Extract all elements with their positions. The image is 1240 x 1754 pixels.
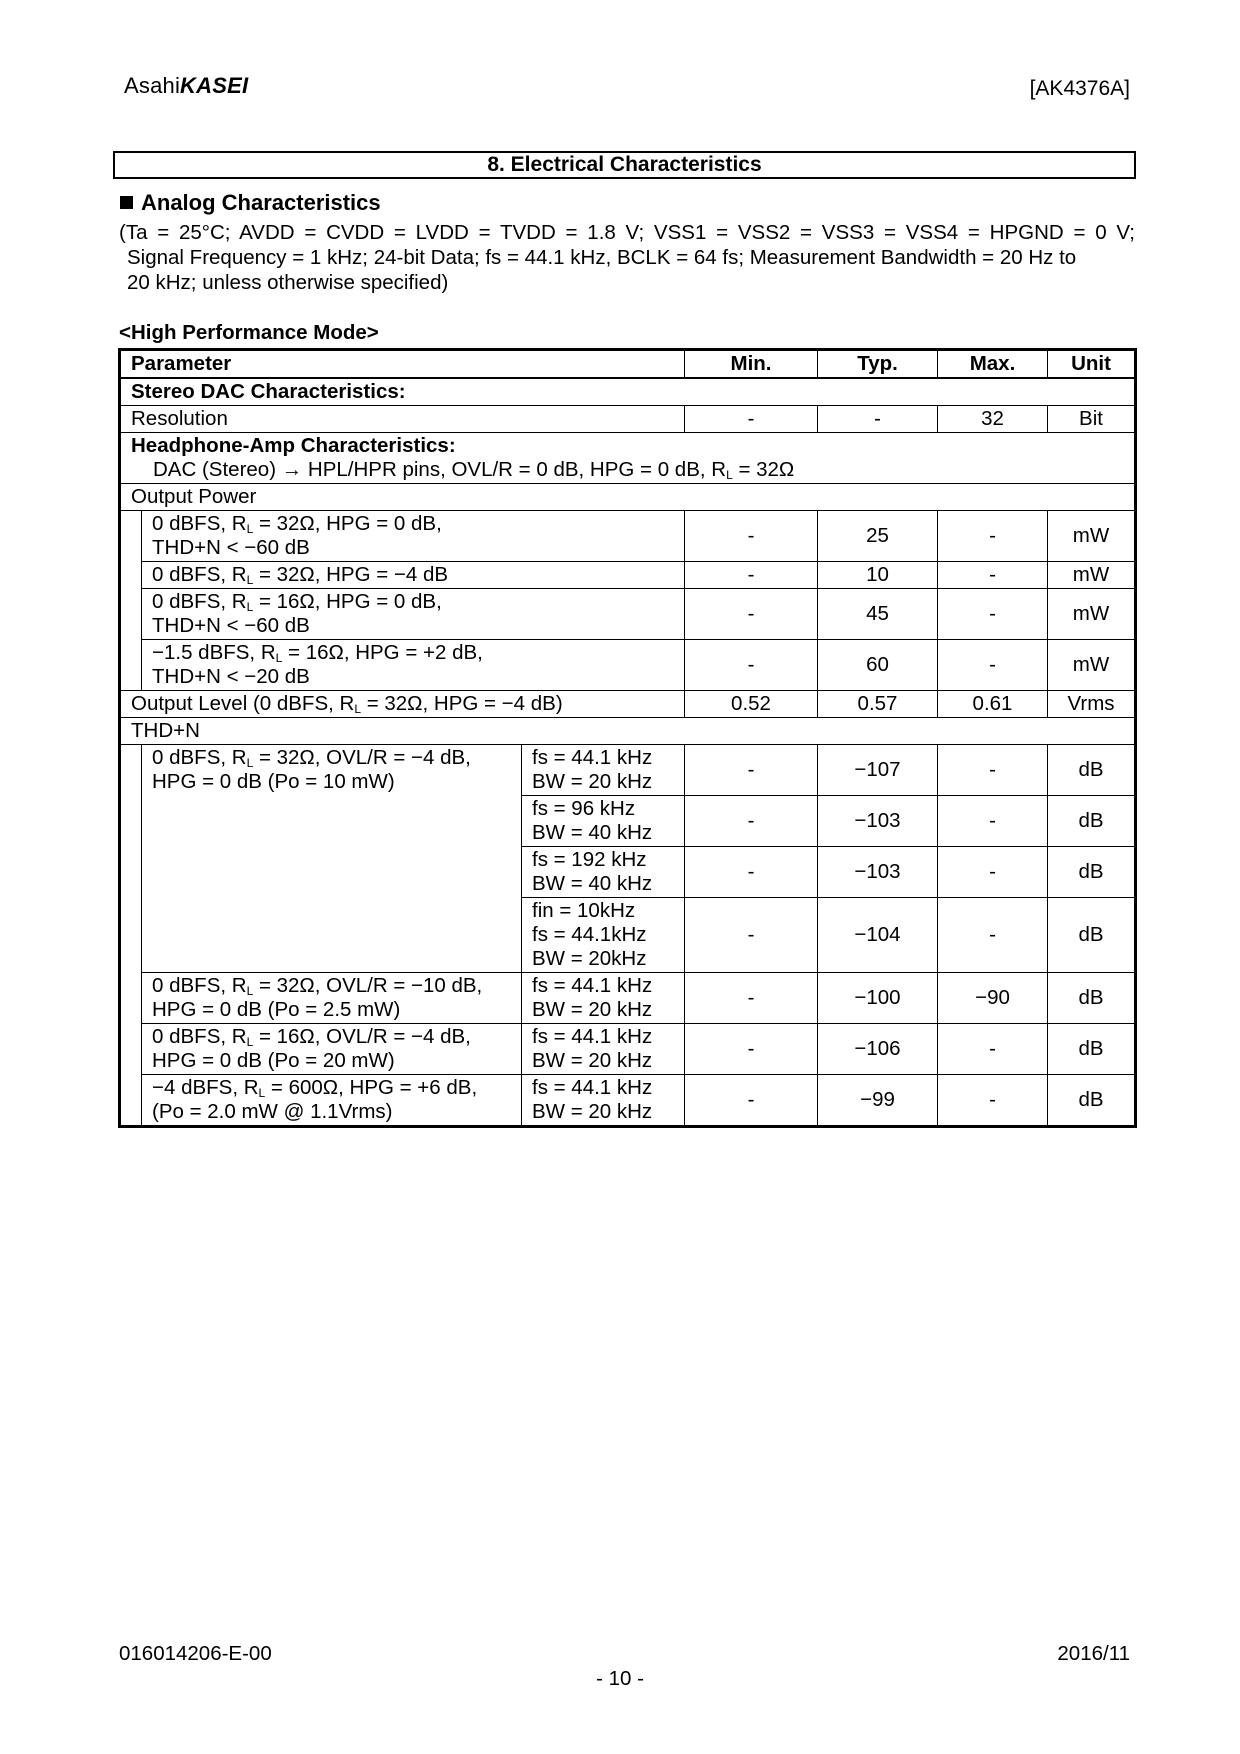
part-number: [AK4376A] <box>1029 77 1130 100</box>
table-row: −4 dBFS, $R_L = 600\Omega$, HPG = +6 dB, (Po = 2.0 mW @ 1.1Vrms) fs = 44.1 kHz BW = 20 kHz - −99 - dB <box>120 1075 1136 1127</box>
table-row: 0 dBFS, $R_L = 32\Omega$, OVL/R = −10 dB, HPG = 0 dB (Po = 2.5 mW) fs = 44.1 kHz BW = 20 kHz - −100 −90 dB <box>120 973 1136 1024</box>
header-typ: Typ. <box>818 350 938 379</box>
header-max: Max. <box>938 350 1048 379</box>
doc-number: 016014206-E-00 <box>119 1642 272 1665</box>
header-unit: Unit <box>1048 350 1136 379</box>
table-row <box>120 433 1136 484</box>
table-row <box>120 378 1136 406</box>
table-row: Resolution - - 32 Bit <box>120 406 1136 433</box>
table-row: 0 dBFS, $R_L = 16\Omega$, HPG = 0 dB, THD+N < −60 dB - 45 - mW <box>120 589 1136 640</box>
page-number: - 10 - <box>596 1667 644 1690</box>
table-row: 0 dBFS, $R_L = 32\Omega$, HPG = 0 dB, THD+N < −60 dB - 25 - mW <box>120 511 1136 562</box>
doc-date: 2016/11 <box>1057 1642 1130 1665</box>
stereo-dac-heading: Stereo DAC Characteristics: <box>120 378 1136 406</box>
analog-characteristics-table <box>118 348 1137 1128</box>
table-row: fs = 192 kHz BW = 40 kHz - −103 - dB <box>120 847 1136 898</box>
table-row: THD+N <box>120 718 1136 745</box>
table-row: fs = 96 kHz BW = 40 kHz - −103 - dB <box>120 796 1136 847</box>
header-min: Min. <box>685 350 818 379</box>
table-row: 0 dBFS, $R_L = 32\Omega$, OVL/R = −4 dB, HPG = 0 dB (Po = 10 mW) fs = 44.1 kHz BW = 20 kHz - −107 - dB <box>120 745 1136 796</box>
subheading: Analog Characteristics <box>120 190 381 216</box>
section-title: 8. Electrical Characteristics <box>113 151 1136 179</box>
table-header-row <box>120 350 1136 379</box>
hp-amp-heading: Headphone-Amp Characteristics: DAC (Stereo) → HPL/HPR pins, OVL/R = 0 dB, HPG = 0 dB, $R_L = 32\Omega$ <box>120 433 1136 484</box>
test-conditions: (Ta = 25°C; AVDD = CVDD = LVDD = TVDD = 1.8 V; VSS1 = VSS2 = VSS3 = VSS4 = HPGND = 0 V; Signal Frequency = 1 kHz; 24-bit Data; fs = 44.1 kHz, BCLK = 64 fs; Measurement Bandwidth = 20 Hz to 20 kHz; unless otherwise specified) <box>119 221 1135 294</box>
table-row: Output Level (0 dBFS, $R_L = 32\Omega$, HPG = −4 dB) 0.52 0.57 0.61 Vrms <box>120 691 1136 718</box>
company-logo: AsahiKASEI <box>124 73 249 98</box>
table-row: 0 dBFS, $R_L = 16\Omega$, OVL/R = −4 dB, HPG = 0 dB (Po = 20 mW) fs = 44.1 kHz BW = 20 kHz - −106 - dB <box>120 1024 1136 1075</box>
square-bullet-icon <box>120 196 133 209</box>
table-row: −1.5 dBFS, $R_L = 16\Omega$, HPG = +2 dB, THD+N < −20 dB - 60 - mW <box>120 640 1136 691</box>
table-row: 0 dBFS, $R_L = 32\Omega$, HPG = −4 dB - 10 - mW <box>120 562 1136 589</box>
header-parameter: Parameter <box>120 350 685 379</box>
table-row: Output Power <box>120 484 1136 511</box>
mode-label: <High Performance Mode> <box>119 321 379 344</box>
table-row: fin = 10kHz fs = 44.1kHz BW = 20kHz - −104 - dB <box>120 898 1136 973</box>
